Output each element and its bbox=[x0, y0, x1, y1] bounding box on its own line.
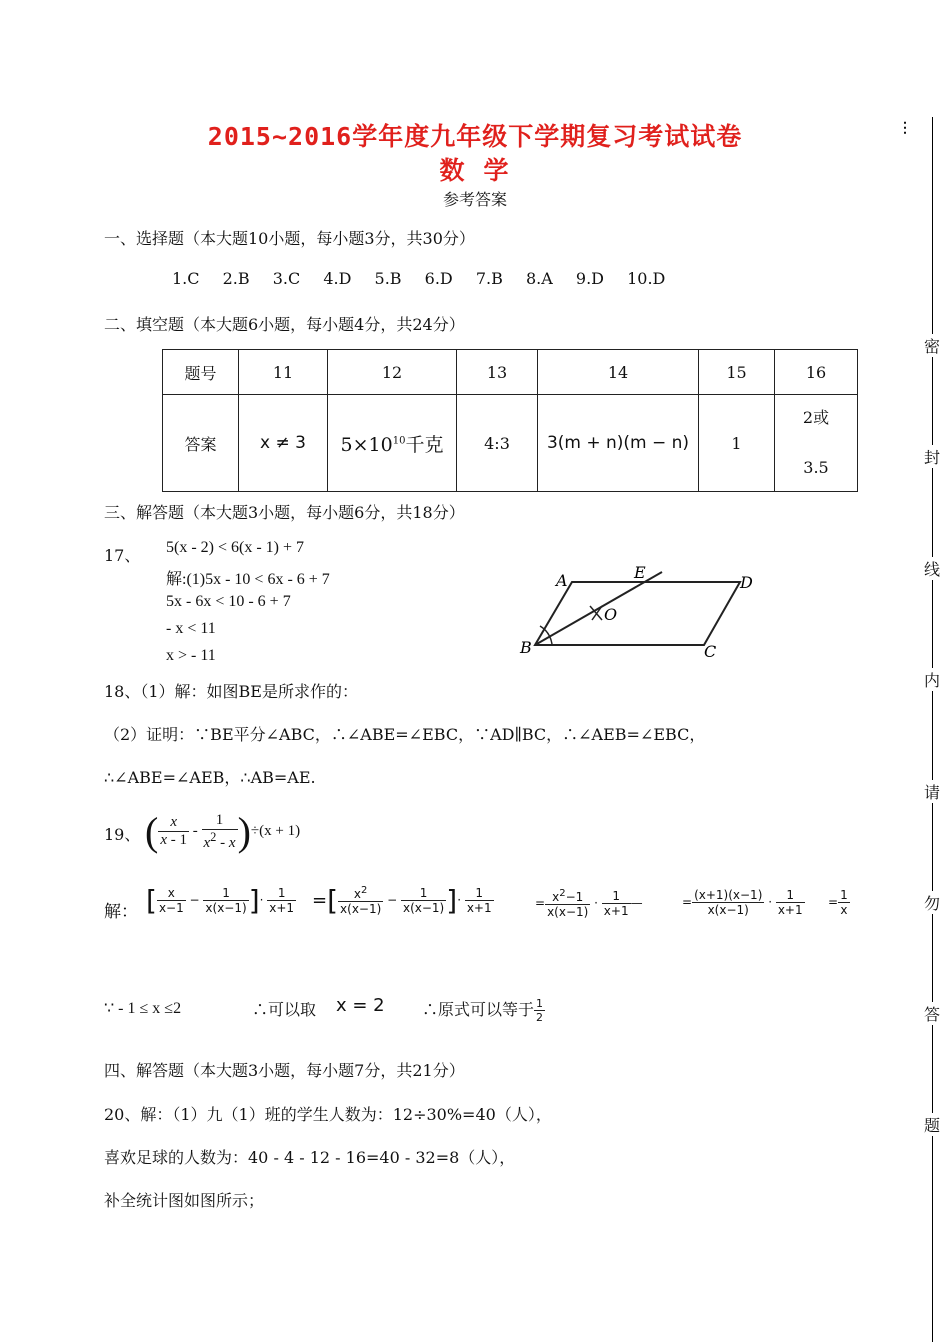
q18-line1: 18、（1）解：如图BE是所求作的： bbox=[104, 682, 358, 701]
seal-char: 封 bbox=[924, 445, 940, 468]
q19-tail: ÷(x + 1) bbox=[250, 822, 301, 839]
table-answer-label: 答案 bbox=[163, 395, 239, 492]
q19-solution-step1: [ $\frac{x}{x-1}$ − $\frac{1}{x(x-1)}$ ]· $\frac{1}{x+1}$ bbox=[146, 884, 295, 917]
answer-16-line2: 3.5 bbox=[803, 458, 829, 477]
section2-heading: 二、填空题（本大题6小题，每小题4分，共24分） bbox=[104, 315, 465, 334]
parallelogram bbox=[535, 582, 740, 645]
parallelogram-figure bbox=[510, 560, 770, 670]
q19-number: 19、 bbox=[104, 825, 141, 844]
choice-answer: 3.C bbox=[272, 269, 301, 288]
label-D: D bbox=[740, 573, 753, 592]
label-A: A bbox=[556, 571, 568, 590]
title-line1: 2015~2016学年度九年级下学期复习考试试卷 bbox=[207, 122, 743, 151]
choice-answer: 8.A bbox=[525, 269, 553, 288]
label-C: C bbox=[704, 642, 717, 661]
choice-answer: 4.D bbox=[323, 269, 352, 288]
choice-answer: 6.D bbox=[424, 269, 453, 288]
question-number: 16 bbox=[775, 350, 858, 395]
q19-result-text: ∴原式可以等于 bbox=[422, 1000, 535, 1019]
q19-x-value: x = 2 bbox=[336, 995, 385, 1016]
section4-heading: 四、解答题（本大题3小题，每小题7分，共21分） bbox=[104, 1061, 465, 1080]
answer-15: 1 bbox=[699, 395, 775, 492]
q17-step: - x < 11 bbox=[166, 620, 216, 637]
choice-answer: 9.D bbox=[575, 269, 604, 288]
q19-condition: ∵ - 1 ≤ x ≤2 bbox=[104, 1000, 182, 1017]
q20-line2: 喜欢足球的人数为：40 - 4 - 12 - 16=40 - 32=8（人）， bbox=[104, 1148, 516, 1167]
choice-answers bbox=[172, 269, 665, 288]
q18-line2: （2）证明：∵BE平分∠ABC，∴∠ABE=∠EBC，∵AD∥BC，∴∠AEB=∠EBC， bbox=[104, 725, 706, 744]
seal-dots: ⋮ bbox=[898, 120, 912, 136]
q19-solution-step3: = $\frac{x^2-1}{x(x-1)}$ · $\frac{1}{x+1}$ — bbox=[535, 888, 643, 919]
label-E: E bbox=[634, 563, 646, 582]
table-header-label: 题号 bbox=[163, 350, 239, 395]
answer-11: x ≠ 3 bbox=[239, 395, 328, 492]
question-number: 11 bbox=[239, 350, 328, 395]
fill-answer-table bbox=[162, 349, 858, 492]
label-O: O bbox=[604, 605, 618, 624]
seal-line bbox=[932, 117, 933, 1342]
q19-result: ∴原式可以等于 $\frac{1}{2}$ bbox=[422, 997, 544, 1024]
seal-char: 线 bbox=[924, 557, 940, 580]
seal-char: 请 bbox=[924, 780, 940, 803]
question-number: 13 bbox=[457, 350, 538, 395]
q17-step: 5(x - 2) < 6(x - 1) + 7 bbox=[166, 539, 305, 556]
choice-answer: 10.D bbox=[627, 269, 666, 288]
q17-step: 5x - 6x < 10 - 6 + 7 bbox=[166, 593, 291, 610]
q18-line3: ∴∠ABE=∠AEB，∴AB=AE. bbox=[104, 768, 316, 787]
answer-14: 3(m + n)(m − n) bbox=[538, 395, 699, 492]
title-line2: 数 学 bbox=[439, 156, 511, 185]
q19-expression: ( $\frac{x}{x - 1}$ - $\frac{1}{x^2 - x}$ )÷(x + 1) bbox=[145, 809, 301, 854]
seal-char: 题 bbox=[924, 1113, 940, 1136]
question-number: 14 bbox=[538, 350, 699, 395]
answer-16 bbox=[775, 395, 858, 492]
answer-16-line1: 2或 bbox=[802, 408, 830, 427]
answer-13: 4:3 bbox=[457, 395, 538, 492]
choice-answer: 1.C bbox=[172, 269, 200, 288]
q17-number: 17、 bbox=[104, 546, 141, 565]
answer-12-unit: 千克 bbox=[405, 433, 444, 456]
question-number: 15 bbox=[699, 350, 775, 395]
choice-answer: 5.B bbox=[374, 269, 402, 288]
q19-can-take: ∴可以取 bbox=[252, 1000, 317, 1019]
q17-step: 解:(1)5x - 10 < 6x - 6 + 7 bbox=[166, 571, 330, 588]
seal-char: 勿 bbox=[924, 891, 940, 914]
question-number: 12 bbox=[328, 350, 457, 395]
seal-char: 内 bbox=[924, 668, 940, 691]
subtitle: 参考答案 bbox=[442, 190, 507, 209]
q20-line3: 补全统计图如图所示； bbox=[104, 1191, 265, 1210]
answer-12-base: 5×10 bbox=[340, 433, 393, 456]
q20-line1: 20、解：（1）九（1）班的学生人数为：12÷30%=40（人）， bbox=[104, 1105, 552, 1124]
label-B: B bbox=[520, 638, 532, 657]
section1-heading: 一、选择题（本大题10小题，每小题3分，共30分） bbox=[104, 229, 475, 248]
seal-char: 答 bbox=[924, 1002, 940, 1025]
answer-12-exponent: 10 bbox=[392, 435, 406, 447]
choice-answer: 7.B bbox=[475, 269, 503, 288]
q19-solution-step4: = $\frac{(x+1)(x-1)}{x(x-1)}$ · $\frac{1}{x+1}$ bbox=[682, 888, 803, 917]
choice-answer: 2.B bbox=[222, 269, 250, 288]
seal-char: 密 bbox=[924, 334, 940, 357]
answer-12 bbox=[328, 395, 457, 492]
q19-solution-step5: = $\frac{1}{x}$ bbox=[828, 888, 848, 917]
q19-solution-step2: =[ $\frac{x^2}{x(x-1)}$ − $\frac{1}{x(x-1)}$ ]· $\frac{1}{x+1}$ bbox=[312, 884, 492, 917]
q17-step: x > - 11 bbox=[166, 647, 216, 664]
q19-solve-label: 解： bbox=[104, 902, 138, 922]
section3-heading: 三、解答题（本大题3小题，每小题6分，共18分） bbox=[104, 503, 465, 522]
